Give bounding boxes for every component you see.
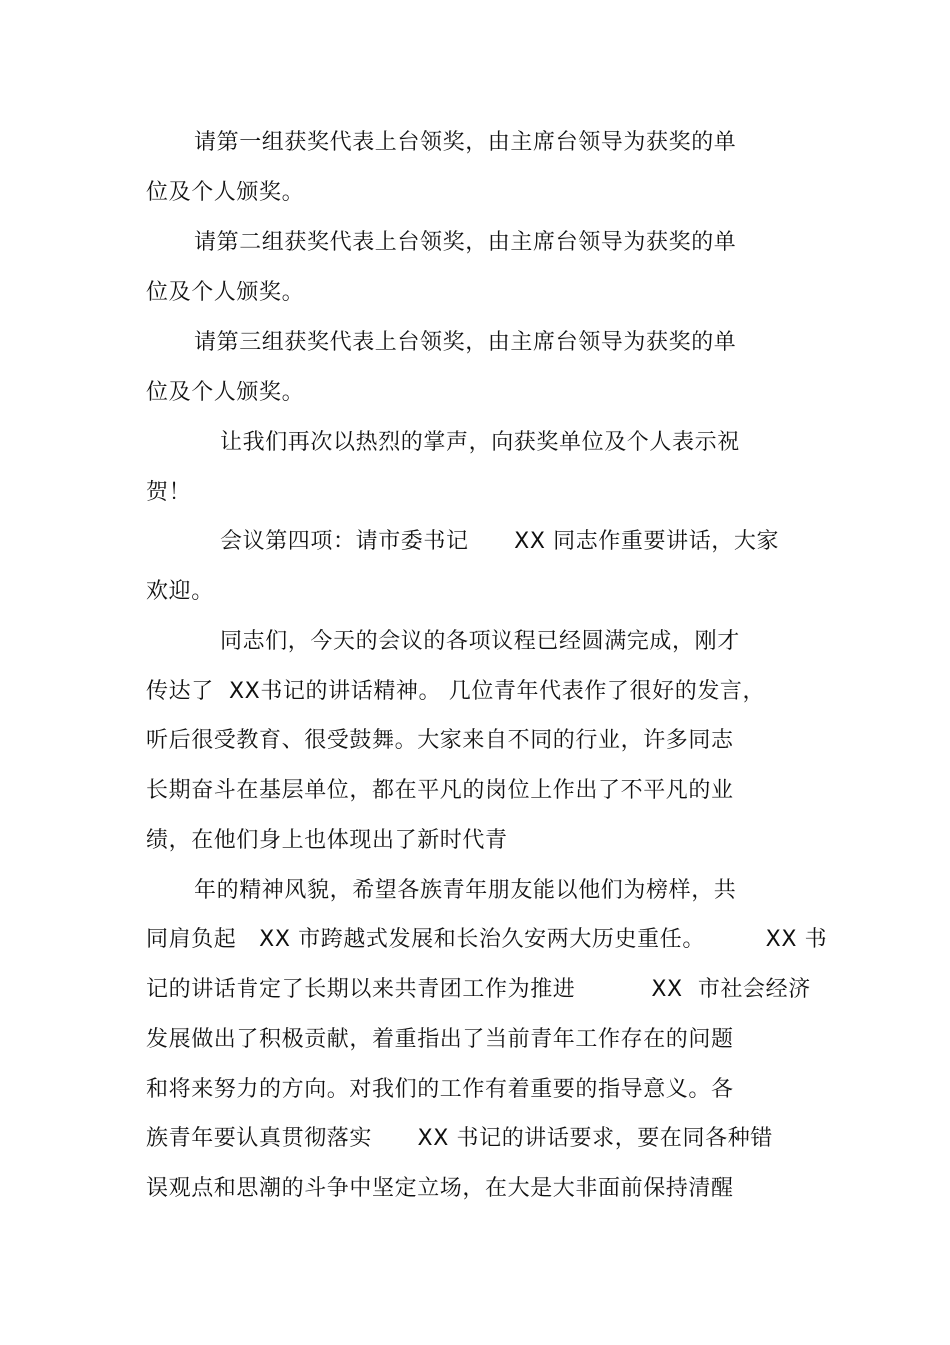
text-line-8: 贺！ xyxy=(146,480,192,505)
text-line-13: 听后很受教育、很受鼓舞。大家来自不同的行业，许多同志 xyxy=(146,728,734,753)
text-line-6: 位及个人颁奖。 xyxy=(146,380,305,405)
text-line-22: 误观点和思潮的斗争中坚定立场，在大是大非面前保持清醒 xyxy=(146,1176,734,1201)
text-line-4: 位及个人颁奖。 xyxy=(146,280,305,305)
text-line-7: 让我们再次以热烈的掌声，向获奖单位及个人表示祝 xyxy=(220,430,740,455)
text-line-10: 欢迎。 xyxy=(146,579,214,604)
text-line-21: 族青年要认真贯彻落实 XX 书记的讲话要求，要在同各种错 xyxy=(146,1126,773,1151)
text-line-19: 发展做出了积极贡献，着重指出了当前青年工作存在的问题 xyxy=(146,1027,734,1052)
text-line-9: 会议第四项：请市委书记 XX 同志作重要讲话，大家 xyxy=(220,529,780,554)
text-line-16: 年的精神风貌，希望各族青年朋友能以他们为榜样，共 xyxy=(194,878,737,903)
text-line-20: 和将来努力的方向。对我们的工作有着重要的指导意义。各 xyxy=(146,1077,734,1102)
text-line-1: 请第一组获奖代表上台领奖，由主席台领导为获奖的单 xyxy=(194,130,737,155)
text-line-3: 请第二组获奖代表上台领奖，由主席台领导为获奖的单 xyxy=(194,230,737,255)
text-line-15: 绩，在他们身上也体现出了新时代青 xyxy=(146,828,508,853)
text-line-17: 同肩负起 XX 市跨越式发展和长治久安两大历史重任。 XX 书 xyxy=(146,927,828,952)
text-line-14: 长期奋斗在基层单位，都在平凡的岗位上作出了不平凡的业 xyxy=(146,778,734,803)
text-line-11: 同志们，今天的会议的各项议程已经圆满完成，刚才 xyxy=(220,629,740,654)
text-line-12: 传达了 XX书记的讲话精神。 几位青年代表作了很好的发言， xyxy=(146,679,766,704)
text-line-2: 位及个人颁奖。 xyxy=(146,180,305,205)
text-line-5: 请第三组获奖代表上台领奖，由主席台领导为获奖的单 xyxy=(194,330,737,355)
text-line-18: 记的讲话肯定了长期以来共青团工作为推进 XX 市社会经济 xyxy=(146,977,811,1002)
